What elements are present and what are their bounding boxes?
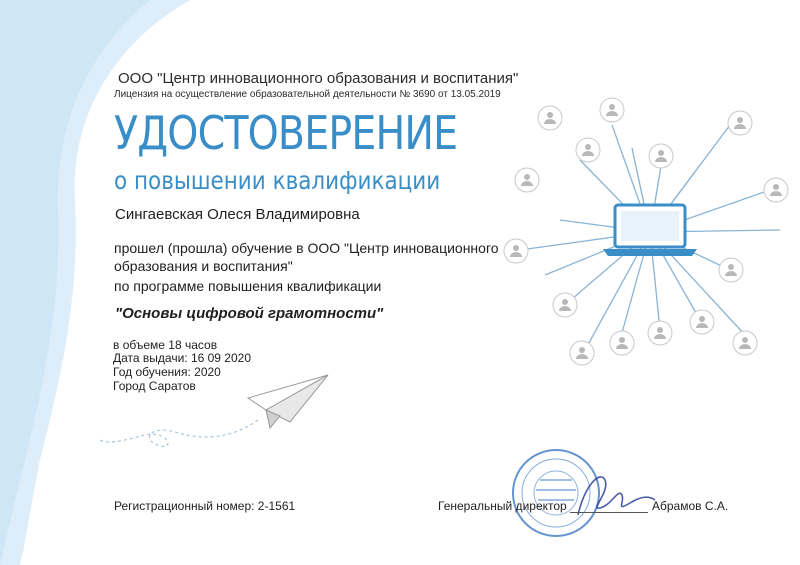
recipient-name: Сингаевская Олеся Владимировна [115, 206, 360, 223]
training-year: Год обучения: 2020 [113, 365, 221, 379]
certificate-title: УДОСТОВЕРЕНИЕ [114, 106, 458, 160]
training-line: прошел (прошла) обучение в ООО "Центр инновационного [114, 240, 499, 256]
hours-volume: в объеме 18 часов [113, 338, 218, 352]
training-line: образования и воспитания" [114, 258, 293, 274]
signature-line [570, 512, 648, 513]
issue-date: Дата выдачи: 16 09 2020 [113, 351, 251, 365]
program-title: "Основы цифровой грамотности" [115, 305, 384, 322]
director-name: Абрамов С.А. [652, 499, 729, 513]
certificate-subtitle: о повышении квалификации [114, 166, 441, 195]
organization-name: ООО "Центр инновационного образования и воспитания" [118, 70, 519, 87]
director-title: Генеральный директор [438, 499, 567, 513]
training-line: по программе повышения квалификации [114, 278, 382, 294]
license-line: Лицензия на осуществление образовательной деятельности № 3690 от 13.05.2019 [114, 89, 501, 100]
registration-number: Регистрационный номер: 2-1561 [114, 499, 296, 513]
city: Город Саратов [113, 379, 196, 393]
